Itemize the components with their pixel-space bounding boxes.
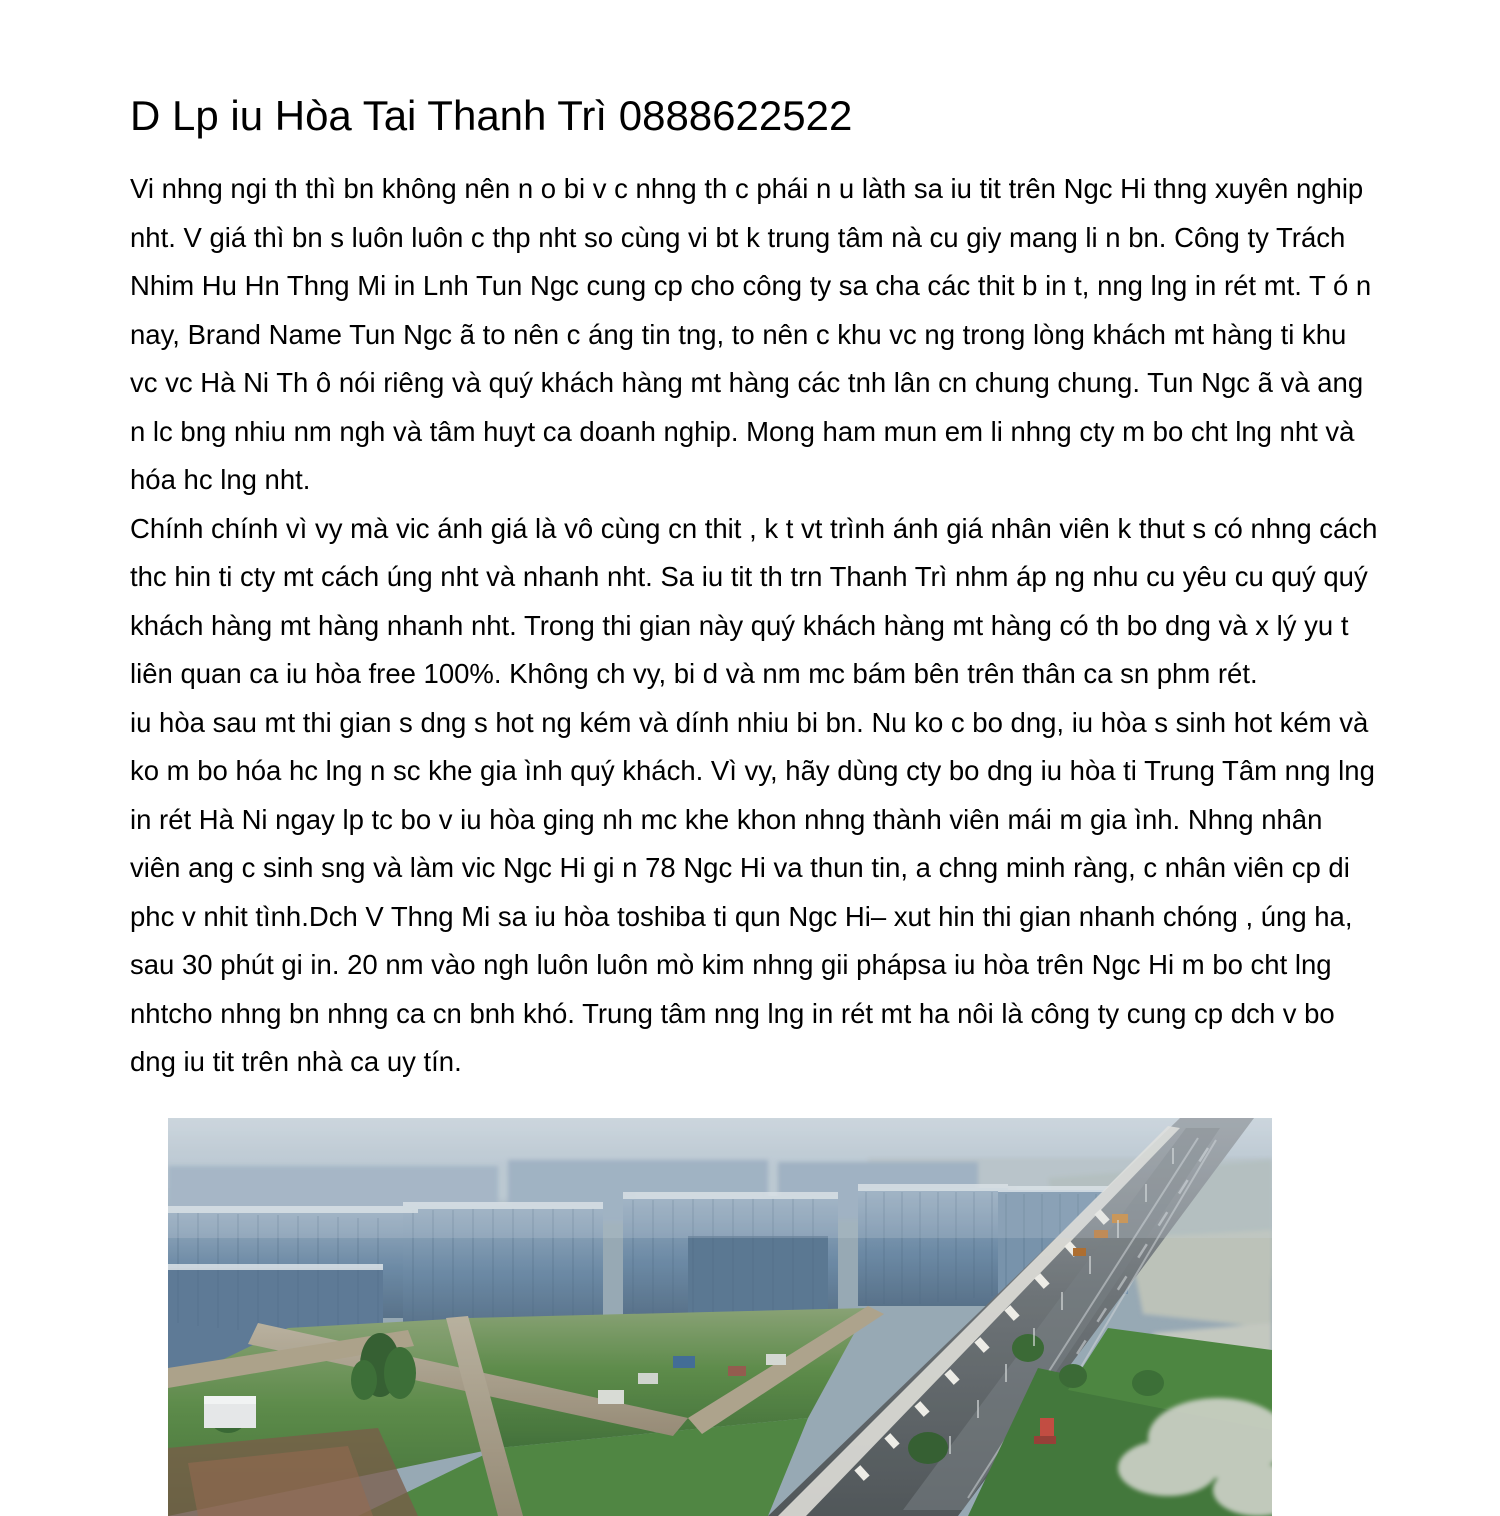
aerial-construction-site-photo <box>168 1118 1272 1516</box>
page-title: D Lp iu Hòa Tai Thanh Trì 0888622522 <box>130 92 853 140</box>
photo-canvas <box>168 1118 1272 1516</box>
photo-illustration <box>168 1118 1272 1516</box>
paragraph-2: Chính chính vì vy mà vic ánh giá là vô cùng cn thit , k t vt trình ánh giá nhân viên k thut s có nhng cách thc hin ti cty mt cách úng nht và nhanh nht. Sa iu tit th trn Thanh Trì nhm áp ng nhu cu yêu cu quý quý khách hàng mt hàng nhanh nht. Trong thi gian này quý khách hàng mt hàng có th bo dng và x lý yu t liên quan ca iu hòa free 100%. Không ch vy, bi d và nm mc bám bên trên thân ca sn phm rét. <box>130 512 1378 689</box>
paragraph-3: iu hòa sau mt thi gian s dng s hot ng kém và dính nhiu bi bn. Nu ko c bo dng, iu hòa s sinh hot kém và ko m bo hóa hc lng n sc khe gia ình quý khách. Vì vy, hãy dùng cty bo dng iu hòa ti Trung Tâm nng lng in rét Hà Ni ngay lp tc bo v iu hòa ging nh mc khe khon nhng thành viên mái m gia ình. Nhng nhân viên ang c sinh sng và làm vic Ngc Hi gi n 78 Ngc Hi va thun tin, a chng minh ràng, c nhân viên cp di phc v nhit tình.Dch V Thng Mi sa iu hòa toshiba ti qun Ngc Hi– xut hin thi gian nhanh chóng , úng ha, sau 30 phút gi in. 20 nm vào ngh luôn luôn mò kim nhng gii phápsa iu hòa trên Ngc Hi m bo cht lng nhtcho nhng bn nhng ca cn bnh khó. Trung tâm nng lng in rét mt ha nôi là công ty cung cp dch v bo dng iu tit trên nhà ca uy tín. <box>130 706 1375 1077</box>
paragraph-1: Vi nhng ngi th thì bn không nên n o bi v c nhng th c phái n u làth sa iu tit trên Ngc Hi thng xuyên nghip nht. V giá thì bn s luôn luôn c thp nht so cùng vi bt k trung tâm nà cu giy mang li n bn. Công ty Trách Nhim Hu Hn Thng Mi in Lnh Tun Ngc cung cp cho công ty sa cha các thit b in t, nng lng in rét mt. T ó n nay, Brand Name Tun Ngc ã to nên c áng tin tng, to nên c khu vc ng trong lòng khách mt hàng ti khu vc vc Hà Ni Th ô nói riêng và quý khách hàng mt hàng các tnh lân cn chung chung. Tun Ngc ã và ang n lc bng nhiu nm ngh và tâm huyt ca doanh nghip. Mong ham mun em li nhng cty m bo cht lng nht và hóa hc lng nht. <box>130 173 1372 495</box>
article-body <box>130 165 1378 1087</box>
